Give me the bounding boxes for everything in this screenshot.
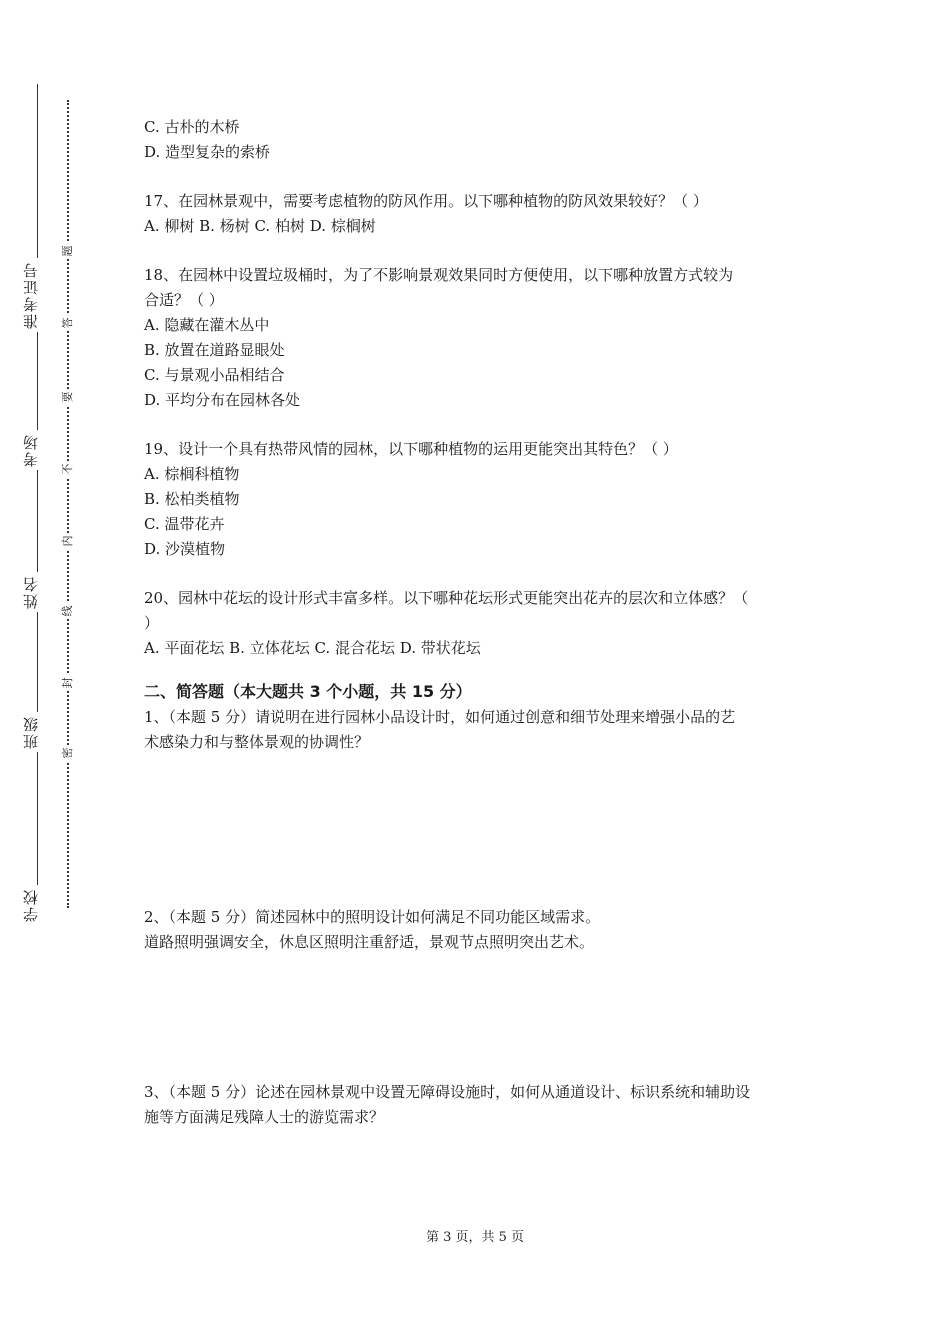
question-stem: 2、（本题 5 分）简述园林中的照明设计如何满足不同功能区域需求。 (144, 908, 601, 926)
question-20 (144, 586, 824, 661)
short-answer-3 (144, 1080, 824, 1130)
question-stem-cont: 术感染力和与整体景观的协调性？ (144, 733, 370, 751)
option-d: D. 平均分布在园林各处 (144, 391, 301, 409)
short-answer-1 (144, 705, 824, 755)
exam-content (144, 115, 824, 1130)
question-19 (144, 437, 824, 562)
option-b: B. 放置在道路显眼处 (144, 341, 285, 359)
binding-margin (0, 0, 120, 1344)
option-c: C. 温带花卉 (144, 515, 225, 533)
seal-dotted-line (67, 100, 69, 908)
seal-char-mi: 密 (61, 745, 75, 761)
option-c: C. 与景观小品相结合 (144, 366, 285, 384)
seal-char-bu: 不 (61, 461, 75, 477)
answer-text: 道路照明强调安全，休息区照明注重舒适，景观节点照明突出艺术。 (144, 933, 595, 951)
question-stem: 17、在园林景观中，需要考虑植物的防风作用。以下哪种植物的防风效果较好？（ ） (144, 192, 708, 210)
option-a: A. 棕榈科植物 (144, 465, 240, 483)
question-options: A. 平面花坛 B. 立体花坛 C. 混合花坛 D. 带状花坛 (144, 639, 481, 657)
question-stem-cont: ） (144, 614, 160, 632)
seal-char-yao: 要 (61, 389, 75, 405)
school-label: 学校 (20, 885, 54, 925)
option-d: D. 沙漠植物 (144, 540, 226, 558)
binding-solid-line (37, 84, 38, 924)
seal-char-xian: 线 (61, 603, 75, 619)
seal-char-nei: 内 (61, 533, 75, 549)
option-d: D. 造型复杂的索桥 (144, 143, 271, 161)
question-18 (144, 263, 824, 413)
option-b: B. 松柏类植物 (144, 490, 240, 508)
question-stem: 3、（本题 5 分）论述在园林景观中设置无障碍设施时，如何从通道设计、标识系统和辅助设 (144, 1083, 751, 1101)
exam-room-label: 考场 (20, 430, 54, 470)
seal-char-feng: 封 (61, 675, 75, 691)
question-stem-cont: 施等方面满足残障人士的游览需求？ (144, 1108, 385, 1126)
option-a: A. 隐藏在灌木丛中 (144, 316, 270, 334)
student-name-label: 姓名 (20, 572, 54, 612)
exam-number-label: 准考证号 (20, 258, 54, 332)
question-16-options (144, 115, 824, 165)
seal-char-ti: 题 (61, 243, 75, 259)
question-stem: 19、设计一个具有热带风情的园林，以下哪种植物的运用更能突出其特色？（ ） (144, 440, 678, 458)
question-stem: 1、（本题 5 分）请说明在进行园林小品设计时，如何通过创意和细节处理来增强小品的艺 (144, 708, 736, 726)
page-footer: 第 3 页，共 5 页 (425, 1230, 525, 1245)
question-stem: 18、在园林中设置垃圾桶时，为了不影响景观效果同时方便使用，以下哪种放置方式较为 (144, 266, 734, 284)
option-c: C. 古朴的木桥 (144, 118, 240, 136)
section-title-short-answer: 二、简答题（本大题共 3 个小题，共 15 分） (144, 682, 472, 701)
question-stem: 20、园林中花坛的设计形式丰富多样。以下哪种花坛形式更能突出花卉的层次和立体感？（ (144, 589, 749, 607)
class-label: 班级 (20, 712, 54, 752)
question-17 (144, 189, 824, 239)
short-answer-2 (144, 905, 824, 955)
question-stem-cont: 合适？（ ） (144, 291, 224, 309)
seal-char-da: 答 (61, 315, 75, 331)
question-options: A. 柳树 B. 杨树 C. 柏树 D. 棕榈树 (144, 217, 376, 235)
